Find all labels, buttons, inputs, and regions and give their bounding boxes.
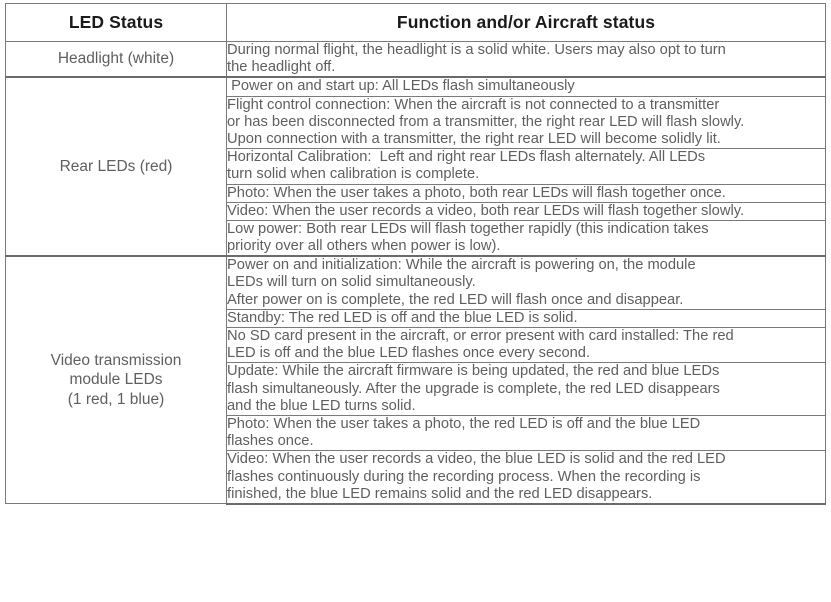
- function-description-line: Flight control connection: When the aircraft is not connected to a transmitter: [227, 96, 720, 113]
- table-row: [6, 256, 826, 309]
- function-description-line: the headlight off.: [227, 59, 336, 76]
- function-description-line: Upon connection with a transmitter, the right rear LED will become solidly lit.: [227, 130, 721, 147]
- function-description-line: Power on and initialization: While the aircraft is powering on, the module: [227, 257, 696, 274]
- function-description-cell: [227, 77, 826, 96]
- function-description-line: Photo: When the user takes a photo, the red LED is off and the blue LED: [227, 415, 701, 432]
- function-description-line: priority over all others when power is low).: [227, 238, 501, 255]
- function-description-cell: [227, 220, 826, 256]
- function-description-line: Horizontal Calibration: Left and right rear LEDs flash alternately. All LEDs: [227, 149, 706, 166]
- function-description-line: flash simultaneously. After the upgrade is complete, the red LED disappears: [227, 380, 720, 397]
- function-description-cell: [227, 328, 826, 363]
- function-description-line: Video: When the user records a video, the blue LED is solid and the red LED: [227, 451, 726, 468]
- function-description-line: No SD card present in the aircraft, or error present with card installed: The red: [227, 328, 734, 344]
- function-description-line: and the blue LED turns solid.: [227, 397, 416, 414]
- led-status-table: [5, 3, 826, 505]
- function-description-line: Standby: The red LED is off and the blue LED is solid.: [227, 309, 578, 326]
- function-description-cell: [227, 42, 826, 78]
- function-description-cell: [227, 309, 826, 327]
- led-status-label: [6, 349, 226, 412]
- function-description-cell: [227, 451, 826, 504]
- table-header-row: [6, 4, 826, 42]
- function-description-line: Low power: Both rear LEDs will flash together rapidly (this indication takes: [227, 220, 709, 237]
- led-status-label-line: Video transmission: [50, 351, 182, 369]
- function-description-line: After power on is complete, the red LED will flash once and disappear.: [227, 291, 684, 308]
- function-description-cell: [227, 363, 826, 416]
- led-status-label: [6, 47, 226, 71]
- function-description-line: Update: While the aircraft firmware is being updated, the red and blue LEDs: [227, 363, 720, 380]
- function-description-line: During normal flight, the headlight is a solid white. Users may also opt to turn: [227, 42, 726, 58]
- table-body: [6, 42, 826, 504]
- column-header-led-status: LED Status: [6, 4, 227, 42]
- function-description-line: flashes once.: [227, 433, 314, 450]
- function-description-line: LED is off and the blue LED flashes once every second.: [227, 345, 591, 362]
- led-status-label: [6, 155, 226, 179]
- function-description-line: finished, the blue LED remains solid and the red LED disappears.: [227, 485, 653, 502]
- column-header-function-aircraft-status: Function and/or Aircraft status: [227, 4, 826, 42]
- led-status-label-line: module LEDs: [69, 371, 163, 389]
- function-description-line: or has been disconnected from a transmitter, the right rear LED will flash slowly.: [227, 113, 745, 130]
- led-status-label-cell: [6, 77, 227, 256]
- led-status-label-cell: [6, 42, 227, 78]
- table-row: [6, 42, 826, 78]
- led-status-label-line: Headlight (white): [57, 50, 175, 68]
- function-description-line: turn solid when calibration is complete.: [227, 166, 480, 183]
- function-description-line: flashes continuously during the recording process. When the recording is: [227, 468, 701, 485]
- function-description-cell: [227, 415, 826, 450]
- function-description-line: Power on and start up: All LEDs flash simultaneously: [227, 78, 575, 95]
- table-row: [6, 77, 826, 96]
- led-status-label-line: Rear LEDs (red): [59, 157, 173, 175]
- function-description-cell: [227, 202, 826, 220]
- function-description-line: Photo: When the user takes a photo, both rear LEDs will flash together once.: [227, 184, 726, 201]
- function-description-cell: [227, 184, 826, 202]
- led-status-label-cell: [6, 256, 227, 504]
- table-header: [6, 4, 826, 42]
- function-description-line: Video: When the user records a video, both rear LEDs will flash together slowly.: [227, 202, 745, 219]
- led-status-label-line: (1 red, 1 blue): [67, 391, 165, 409]
- function-description-cell: [227, 96, 826, 149]
- function-description-line: LEDs will turn on solid simultaneously.: [227, 274, 476, 291]
- led-status-table-container: [5, 3, 825, 505]
- function-description-cell: [227, 256, 826, 309]
- function-description-cell: [227, 149, 826, 184]
